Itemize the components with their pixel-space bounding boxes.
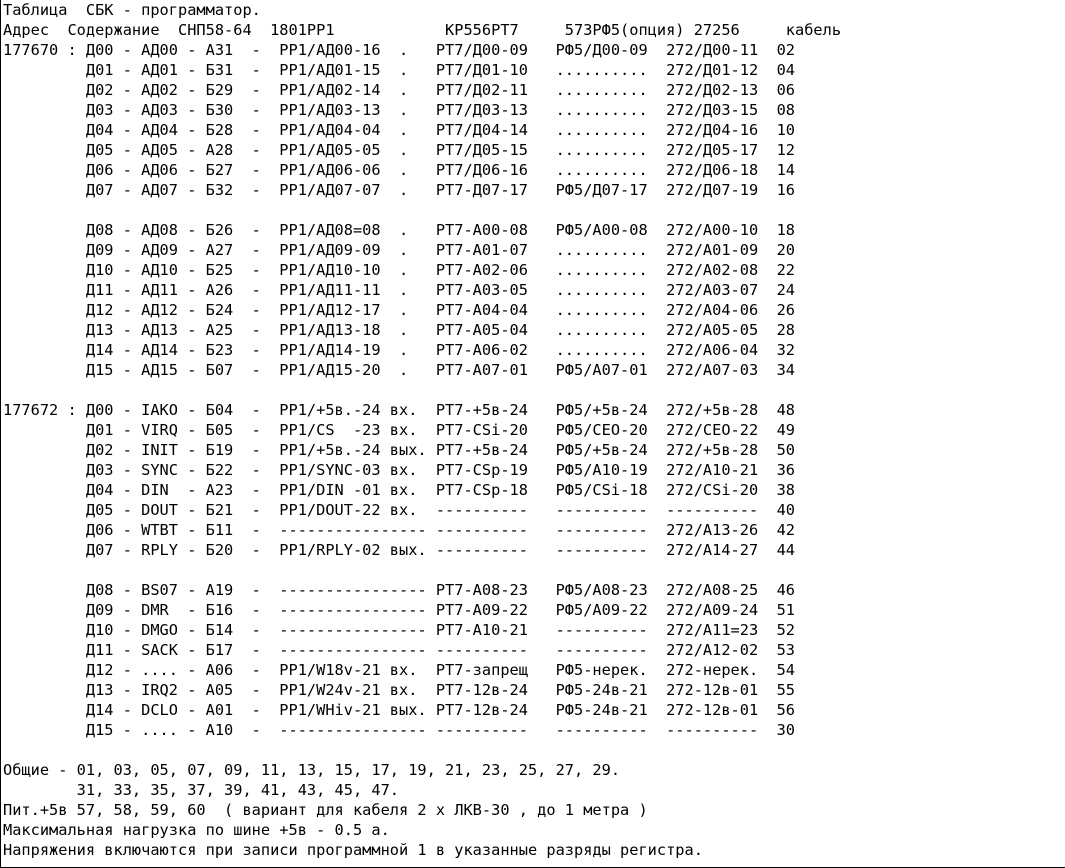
text-line: Д08 - АД08 - Б26 - РР1/АД08=08 . РТ7-А00-08 РФ5/А00-08 272/А00-10 18 — [3, 221, 796, 239]
text-line: Адрес Содержание СНП58-64 1801РР1 КР556РТ7 573РФ5(опция) 27256 кабель — [3, 21, 842, 39]
text-line: Д11 - АД11 - А26 - РР1/АД11-11 . РТ7-А03-05 .......... 272/А03-07 24 — [3, 281, 796, 299]
text-line: Д14 - АД14 - Б23 - РР1/АД14-19 . РТ7-А06-02 .......... 272/А06-04 32 — [3, 341, 796, 359]
text-line: Д03 - АД03 - Б30 - РР1/АД03-13 . РТ7/Д03-13 .......... 272/Д03-15 08 — [3, 101, 796, 119]
text-line: Д07 - RPLY - Б20 - РР1/RPLY-02 вых. ---------- ---------- 272/А14-27 44 — [3, 541, 796, 559]
text-line: Д11 - SACK - Б17 - ---------------- ---------- ---------- 272/А12-02 53 — [3, 641, 796, 659]
text-line: Д07 - АД07 - Б32 - РР1/АД07-07 . РТ7-Д07-17 РФ5/Д07-17 272/Д07-19 16 — [3, 181, 796, 199]
text-line: Д04 - АД04 - Б28 - РР1/АД04-04 . РТ7/Д04-14 .......... 272/Д04-16 10 — [3, 121, 796, 139]
text-line: Д05 - DOUT - Б21 - РР1/DOUT-22 вх. ---------- ---------- ---------- 40 — [3, 501, 796, 519]
text-line: Д04 - DIN - А23 - РР1/DIN -01 вх. РТ7-CSр-18 РФ5/CSi-18 272/CSi-20 38 — [3, 481, 796, 499]
text-line: Д09 - АД09 - А27 - РР1/АД09-09 . РТ7-А01-07 .......... 272/А01-09 20 — [3, 241, 796, 259]
text-line: Д02 - АД02 - Б29 - РР1/АД02-14 . РТ7/Д02-11 .......... 272/Д02-13 06 — [3, 81, 796, 99]
text-line: Д03 - SYNC - Б22 - РР1/SYNC-03 вх. РТ7-CSр-19 РФ5/А10-19 272/А10-21 36 — [3, 461, 796, 479]
text-line: Пит.+5в 57, 58, 59, 60 ( вариант для кабеля 2 х ЛКВ-30 , до 1 метра ) — [3, 801, 648, 819]
text-line: Д08 - BS07 - А19 - ---------------- РТ7-А08-23 РФ5/А08-23 272/А08-25 46 — [3, 581, 796, 599]
blank-line — [3, 380, 1065, 400]
blank-line — [3, 560, 1065, 580]
text-line: Д05 - АД05 - А28 - РР1/АД05-05 . РТ7/Д05-15 .......... 272/Д05-17 12 — [3, 141, 796, 159]
text-line: Д10 - DMGO - Б14 - ---------------- РТ7-А10-21 ---------- 272/А11=23 52 — [3, 621, 796, 639]
text-line: Напряжения включаются при записи программной 1 в указанные разряды регистра. — [3, 841, 703, 859]
text-line: Общие - 01, 03, 05, 07, 09, 11, 13, 15, 17, 19, 21, 23, 25, 27, 29. — [3, 761, 621, 779]
text-line: Д12 - АД12 - Б24 - РР1/АД12-17 . РТ7-А04-04 .......... 272/А04-06 26 — [3, 301, 796, 319]
text-line: Максимальная нагрузка по шине +5в - 0.5 а. — [3, 821, 390, 839]
blank-line — [3, 200, 1065, 220]
text-line: Д13 - IRQ2 - А05 - РР1/W24v-21 вх. РТ7-12в-24 РФ5-24в-21 272-12в-01 55 — [3, 681, 796, 699]
text-line: Д15 - АД15 - Б07 - РР1/АД15-20 . РТ7-А07-01 РФ5/А07-01 272/А07-03 34 — [3, 361, 796, 379]
text-line: Д14 - DCLO - А01 - РР1/WHiv-21 вых. РТ7-12в-24 РФ5-24в-21 272-12в-01 56 — [3, 701, 796, 719]
text-line: Д06 - АД06 - Б27 - РР1/АД06-06 . РТ7/Д06-16 .......... 272/Д06-18 14 — [3, 161, 796, 179]
text-line: 31, 33, 35, 37, 39, 41, 43, 45, 47. — [3, 781, 400, 799]
text-line: Д10 - АД10 - Б25 - РР1/АД10-10 . РТ7-А02-06 .......... 272/А02-08 22 — [3, 261, 796, 279]
text-line: Д01 - VIRQ - Б05 - РР1/CS -23 вх. РТ7-CSi-20 РФ5/CEO-20 272/CEO-22 49 — [3, 421, 796, 439]
text-line: 177670 : Д00 - АД00 - А31 - РР1/АД00-16 . РТ7/Д00-09 РФ5/Д00-09 272/Д00-11 02 — [3, 41, 796, 59]
text-line: Д13 - АД13 - А25 - РР1/АД13-18 . РТ7-А05-04 .......... 272/А05-05 28 — [3, 321, 796, 339]
text-line: Д15 - .... - А10 - ---------------- ---------- ---------- ---------- 30 — [3, 721, 796, 739]
sbk-programmer-table-text — [1, 0, 1065, 860]
text-line: Д09 - DMR - Б16 - ---------------- РТ7-А09-22 РФ5/А09-22 272/А09-24 51 — [3, 601, 796, 619]
text-line: Д12 - .... - А06 - РР1/W18v-21 вх. РТ7-запрещ РФ5-нерек. 272-нерек. 54 — [3, 661, 796, 679]
text-line: 177672 : Д00 - IAKO - Б04 - РР1/+5в.-24 вх. РТ7-+5в-24 РФ5/+5в-24 272/+5в-28 48 — [3, 401, 796, 419]
text-line: Д01 - АД01 - Б31 - РР1/АД01-15 . РТ7/Д01-10 .......... 272/Д01-12 04 — [3, 61, 796, 79]
text-line: Таблица СБК - программатор. — [3, 1, 261, 19]
text-line: Д02 - INIT - Б19 - РР1/+5в.-24 вых. РТ7-+5в-24 РФ5/+5в-24 272/+5в-28 50 — [3, 441, 796, 459]
blank-line — [3, 740, 1065, 760]
text-line: Д06 - WTBT - Б11 - ---------------- ---------- ---------- 272/А13-26 42 — [3, 521, 796, 539]
